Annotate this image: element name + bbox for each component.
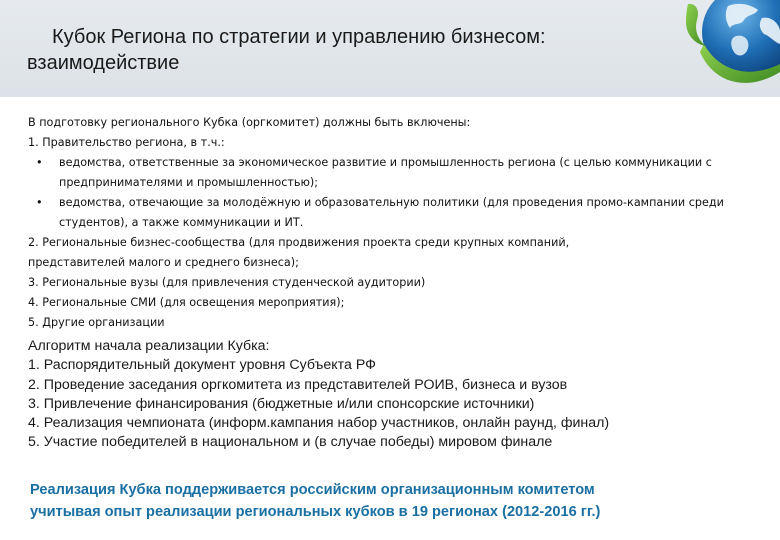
subitem-2-line1: ведомства, отвечающие за молодёжную и образовательную политики (для проведения промо-кампании среди <box>59 196 724 209</box>
algorithm-step: 5. Участие победителей в национальном и (в случае победы) мировом финале <box>28 434 553 451</box>
committee-item-3: 3. Региональные вузы (для привлечения студенческой аудитории) <box>28 276 426 289</box>
algorithm-list <box>28 337 768 453</box>
footer-line1: Реализация Кубка поддерживается российским организационным комитетом <box>30 482 595 498</box>
committee-item-5: 5. Другие организации <box>28 316 165 329</box>
committee-list <box>28 113 768 333</box>
page-title-line2: взаимодействие <box>27 52 180 74</box>
footer-line2: учитывая опыт реализации региональных кубков в 19 регионах (2012-2016 гг.) <box>30 504 601 520</box>
committee-item-1: 1. Правительство региона, в т.ч.: <box>28 136 225 149</box>
algorithm-step: 2. Проведение заседания оргкомитета из представителей РОИВ, бизнеса и вузов <box>28 376 568 393</box>
bullet-icon: • <box>36 196 43 209</box>
algorithm-step: 1. Распорядительный документ уровня Субъекта РФ <box>28 357 376 374</box>
globe-icon <box>678 0 780 97</box>
subitem-1-line1: ведомства, ответственные за экономическое развитие и промышленность региона (с целью коммуникации с <box>59 156 712 169</box>
page-title-line1: Кубок Региона по стратегии и управлению бизнесом: <box>52 26 546 48</box>
footer-note <box>30 479 775 523</box>
subitem-2-line2: студентов), а также коммуникации и ИТ. <box>59 216 304 229</box>
committee-item-2-line2: представителей малого и среднего бизнеса); <box>28 256 299 269</box>
header-banner <box>0 0 780 97</box>
committee-subitem-1 <box>28 153 768 173</box>
algorithm-title: Алгоритм начала реализации Кубка: <box>28 338 270 354</box>
committee-item-4: 4. Региональные СМИ (для освещения мероприятия); <box>28 296 345 309</box>
algorithm-step: 3. Привлечение финансирования (бюджетные и/или спонсорские источники) <box>28 395 535 412</box>
subitem-1-line2: предпринимателями и промышленностью); <box>59 176 319 189</box>
committee-item-2-line1: 2. Региональные бизнес-сообщества (для продвижения проекта среди крупных компаний, <box>28 236 570 249</box>
committee-intro: В подготовку регионального Кубка (оргкомитет) должны быть включены: <box>28 116 471 129</box>
committee-subitem-2 <box>28 193 768 213</box>
bullet-icon: • <box>36 156 43 169</box>
algorithm-step: 4. Реализация чемпионата (информ.кампания набор участников, онлайн раунд, финал) <box>28 415 610 432</box>
